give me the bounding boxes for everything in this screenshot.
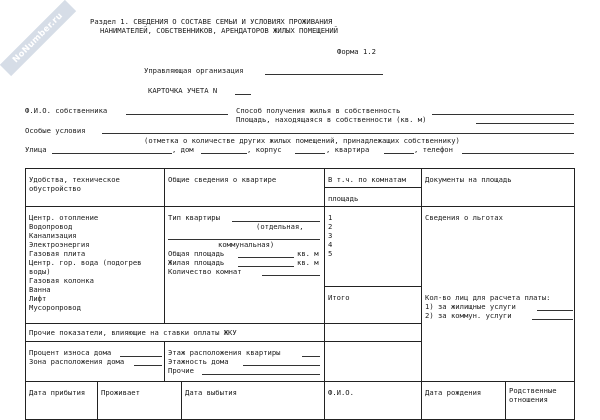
benefits-label: Сведения о льготах	[425, 213, 503, 222]
wear-blank[interactable]	[120, 349, 162, 357]
amenity-item: Ванна	[29, 285, 51, 294]
floor-label: Этаж расположения квартиры	[168, 348, 281, 357]
wear-label: Процент износа дома	[29, 348, 112, 357]
total-area-blank[interactable]	[238, 250, 294, 258]
apt-type-label: Тип квартиры	[168, 213, 220, 222]
total-area-label: Общая площадь	[168, 249, 225, 258]
apartment-blank[interactable]	[384, 146, 414, 154]
amenity-item: Водопровод	[29, 222, 73, 231]
living-area-label: Жилая площадь	[168, 258, 225, 267]
special-blank[interactable]	[102, 126, 574, 134]
watermark: NoNumber.ru	[0, 0, 76, 76]
amenity-item: Электроэнергия	[29, 240, 90, 249]
street-label: Улица	[25, 145, 47, 154]
apt-type-hint-1: (отдельная,	[256, 222, 304, 231]
total-area-unit: кв. м	[297, 249, 319, 258]
amenity-item: Газовая плита	[29, 249, 86, 258]
amenity-item: Лифт	[29, 294, 47, 303]
acq-method-blank[interactable]	[432, 107, 574, 115]
room-number: 2	[328, 222, 333, 231]
col-full-name: Ф.И.О.	[328, 388, 354, 397]
rooms-count-label: Количество комнат	[168, 267, 242, 276]
col-birth-date: Дата рождения	[425, 388, 482, 397]
section-title-line2: НАНИМАТЕЛЕЙ, СОБСТВЕННИКОВ, АРЕНДАТОРОВ ЖИЛЫХ ПОМЕЩЕНИЙ	[100, 26, 338, 35]
owner-blank[interactable]	[126, 107, 228, 115]
room-number: 5	[328, 249, 333, 258]
apartment-label: , квартира	[326, 145, 370, 154]
phone-blank[interactable]	[462, 146, 574, 154]
apt-type-blank[interactable]	[232, 214, 320, 222]
street-blank[interactable]	[52, 146, 172, 154]
zone-label: Зона расположения дома	[29, 357, 125, 366]
area-owned-blank[interactable]	[476, 116, 574, 124]
rooms-count-blank[interactable]	[262, 268, 320, 276]
room-number: 3	[328, 231, 333, 240]
room-number: 4	[328, 240, 333, 249]
org-label: Управляющая организация	[144, 66, 244, 75]
card-number-blank[interactable]	[235, 87, 251, 95]
col-docs-header: Документы на площадь	[425, 175, 512, 184]
card-title: КАРТОЧКА УЧЕТА N	[148, 86, 218, 95]
acq-method-label: Способ получения жилья в собственность	[236, 106, 401, 115]
phone-label: , телефон	[414, 145, 453, 154]
persons-housing-blank[interactable]	[537, 303, 573, 311]
persons-utilities-label: 2) за коммун. услуги	[425, 311, 512, 320]
col-relationship: Родственные отношения	[509, 386, 557, 404]
other-factors-label: Прочие показатели, влияющие на ставки оплаты ЖКУ	[29, 328, 237, 337]
org-blank[interactable]	[265, 67, 383, 75]
building-blank[interactable]	[295, 146, 325, 154]
area-owned-label: Площадь, находящаяся в собственности (кв. м)	[236, 115, 427, 124]
house-label: , дом	[172, 145, 194, 154]
section-title-line1: Раздел 1. СВЕДЕНИЯ О СОСТАВЕ СЕМЬИ И УСЛОВИЯХ ПРОЖИВАНИЯ	[90, 17, 333, 26]
zone-blank[interactable]	[134, 358, 162, 366]
col-general-header: Общие сведения о квартире	[168, 175, 277, 184]
other-blank[interactable]	[202, 367, 320, 375]
col-departure-date: Дата выбытия	[185, 388, 237, 397]
persons-utilities-blank[interactable]	[532, 312, 573, 320]
special-label: Особые условия	[25, 126, 86, 135]
building-label: , корпус	[247, 145, 282, 154]
col-area-header: площадь	[328, 194, 359, 203]
floor-blank[interactable]	[302, 349, 320, 357]
amenity-item: воды)	[29, 267, 51, 276]
apt-type-hint-2: коммунальная)	[218, 240, 275, 249]
living-area-unit: кв. м	[297, 258, 319, 267]
persons-label: Кол-во лиц для расчета платы:	[425, 293, 551, 302]
amenity-item: Центр. гор. вода (подогрев	[29, 258, 142, 267]
other-label: Прочие	[168, 366, 194, 375]
floors-label: Этажность дома	[168, 357, 229, 366]
persons-housing-label: 1) за жилищные услуги	[425, 302, 516, 311]
special-note: (отметка о количестве других жилых помещений, принадлежащих собственнику)	[144, 136, 460, 145]
apt-type-blank-2[interactable]	[168, 232, 320, 240]
amenity-item: Канализация	[29, 231, 77, 240]
amenity-item: Мусоропровод	[29, 303, 81, 312]
total-label: Итого	[328, 293, 350, 302]
amenity-item: Газовая колонка	[29, 276, 94, 285]
col-rooms-header: В т.ч. по комнатам	[328, 175, 406, 184]
floors-blank[interactable]	[243, 358, 320, 366]
room-number: 1	[328, 213, 333, 222]
col-resides: Проживает	[101, 388, 140, 397]
living-area-blank[interactable]	[238, 259, 294, 267]
house-blank[interactable]	[201, 146, 247, 154]
form-number: Форма 1.2	[337, 47, 376, 56]
col-arrival-date: Дата прибытия	[29, 388, 86, 397]
amenity-item: Центр. отопление	[29, 213, 99, 222]
col-amenities-header: Удобства, техническое обустройство	[29, 175, 120, 193]
owner-label: Ф.И.О. собственника	[25, 106, 108, 115]
